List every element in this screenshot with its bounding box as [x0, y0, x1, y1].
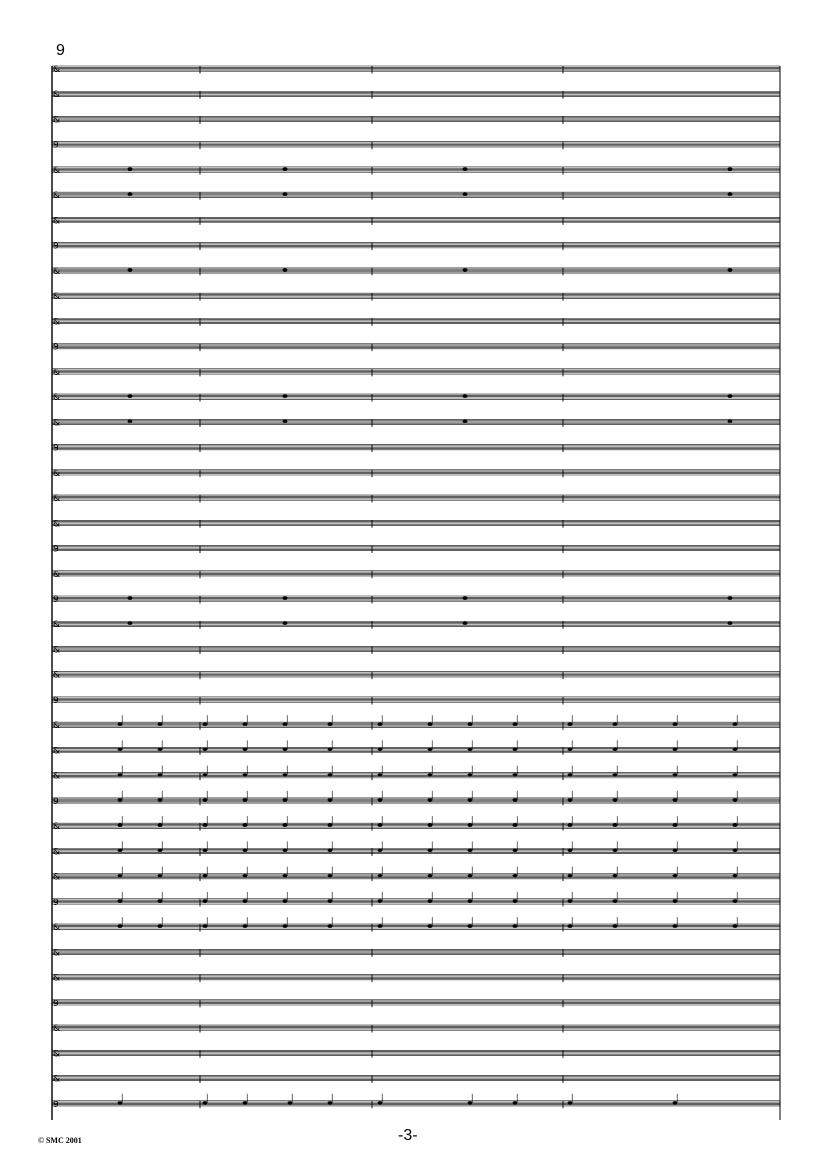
- treble-clef-icon: &: [53, 822, 61, 833]
- note-head: [283, 849, 288, 852]
- note-head: [568, 824, 573, 827]
- note-head: [128, 622, 133, 625]
- page-footer-number: -3-: [398, 1127, 418, 1144]
- note-head: [673, 849, 678, 852]
- note-head: [118, 899, 123, 902]
- note-head: [203, 798, 208, 801]
- note-head: [568, 849, 573, 852]
- note-head: [428, 874, 433, 877]
- note-head: [378, 723, 383, 726]
- treble-clef-icon: &: [53, 191, 61, 202]
- treble-clef-icon: &: [53, 1049, 61, 1060]
- note-head: [728, 268, 733, 271]
- note-head: [243, 798, 248, 801]
- note-head: [243, 899, 248, 902]
- note-head: [463, 394, 468, 397]
- treble-clef-icon: &: [53, 468, 61, 479]
- treble-clef-icon: &: [53, 90, 61, 101]
- note-head: [728, 193, 733, 196]
- note-head: [203, 773, 208, 776]
- bass-clef-icon: 9: [53, 796, 59, 807]
- treble-clef-icon: &: [53, 367, 61, 378]
- note-head: [428, 798, 433, 801]
- note-head: [468, 798, 473, 801]
- note-head: [288, 1101, 293, 1104]
- note-head: [463, 596, 468, 599]
- note-head: [203, 748, 208, 751]
- note-head: [378, 899, 383, 902]
- treble-clef-icon: &: [53, 973, 61, 984]
- treble-clef-icon: &: [53, 165, 61, 176]
- note-head: [158, 723, 163, 726]
- note-head: [428, 773, 433, 776]
- note-head: [158, 849, 163, 852]
- note-head: [328, 924, 333, 927]
- note-head: [158, 798, 163, 801]
- note-head: [328, 874, 333, 877]
- note-head: [428, 723, 433, 726]
- note-head: [728, 596, 733, 599]
- note-head: [203, 924, 208, 927]
- note-head: [243, 773, 248, 776]
- note-head: [128, 394, 133, 397]
- note-head: [463, 622, 468, 625]
- note-head: [283, 268, 288, 271]
- note-head: [568, 723, 573, 726]
- note-head: [613, 824, 618, 827]
- note-head: [513, 748, 518, 751]
- note-head: [158, 874, 163, 877]
- note-head: [568, 874, 573, 877]
- note-head: [568, 924, 573, 927]
- note-head: [158, 899, 163, 902]
- note-head: [328, 899, 333, 902]
- note-head: [283, 193, 288, 196]
- note-head: [328, 849, 333, 852]
- note-head: [428, 899, 433, 902]
- note-head: [283, 773, 288, 776]
- note-head: [568, 798, 573, 801]
- page-number: 9: [56, 42, 65, 59]
- note-head: [328, 723, 333, 726]
- note-head: [243, 824, 248, 827]
- note-head: [463, 420, 468, 423]
- bass-clef-icon: 9: [53, 897, 59, 908]
- note-head: [468, 924, 473, 927]
- note-head: [468, 874, 473, 877]
- note-head: [468, 773, 473, 776]
- treble-clef-icon: &: [53, 569, 61, 580]
- note-head: [463, 167, 468, 170]
- note-head: [243, 723, 248, 726]
- note-head: [243, 1101, 248, 1104]
- note-head: [673, 1101, 678, 1104]
- note-head: [378, 798, 383, 801]
- note-head: [283, 899, 288, 902]
- note-head: [428, 849, 433, 852]
- note-head: [468, 748, 473, 751]
- note-head: [513, 798, 518, 801]
- bass-clef-icon: 9: [53, 241, 59, 252]
- note-head: [128, 193, 133, 196]
- treble-clef-icon: &: [53, 670, 61, 681]
- note-head: [283, 924, 288, 927]
- note-head: [118, 798, 123, 801]
- treble-clef-icon: &: [53, 418, 61, 429]
- note-head: [158, 748, 163, 751]
- note-head: [283, 420, 288, 423]
- note-head: [463, 268, 468, 271]
- note-head: [613, 748, 618, 751]
- note-head: [328, 1101, 333, 1104]
- note-head: [243, 924, 248, 927]
- treble-clef-icon: &: [53, 1024, 61, 1035]
- note-head: [378, 748, 383, 751]
- note-head: [513, 924, 518, 927]
- note-head: [203, 1101, 208, 1104]
- note-head: [613, 723, 618, 726]
- note-head: [128, 420, 133, 423]
- note-head: [513, 824, 518, 827]
- treble-clef-icon: &: [53, 266, 61, 277]
- note-head: [513, 723, 518, 726]
- treble-clef-icon: &: [53, 721, 61, 732]
- treble-clef-icon: &: [53, 620, 61, 631]
- note-head: [428, 924, 433, 927]
- note-head: [328, 748, 333, 751]
- note-head: [613, 874, 618, 877]
- treble-clef-icon: &: [53, 948, 61, 959]
- bass-clef-icon: 9: [53, 695, 59, 706]
- note-head: [203, 849, 208, 852]
- note-head: [673, 924, 678, 927]
- note-head: [243, 748, 248, 751]
- note-head: [673, 824, 678, 827]
- note-head: [328, 773, 333, 776]
- staff-group: [52, 65, 780, 1110]
- note-head: [733, 748, 738, 751]
- treble-clef-icon: &: [53, 494, 61, 505]
- note-head: [128, 268, 133, 271]
- note-head: [568, 748, 573, 751]
- note-head: [283, 824, 288, 827]
- note-head: [568, 773, 573, 776]
- note-head: [378, 849, 383, 852]
- note-head: [673, 874, 678, 877]
- note-head: [468, 849, 473, 852]
- bass-clef-icon: 9: [53, 1099, 59, 1110]
- note-head: [613, 773, 618, 776]
- note-head: [468, 723, 473, 726]
- note-head: [243, 849, 248, 852]
- note-head: [613, 849, 618, 852]
- note-head: [378, 1101, 383, 1104]
- note-head: [673, 798, 678, 801]
- bass-clef-icon: 9: [53, 443, 59, 454]
- bass-clef-icon: 9: [53, 140, 59, 151]
- note-head: [733, 849, 738, 852]
- treble-clef-icon: &: [53, 292, 61, 303]
- note-head: [513, 773, 518, 776]
- bass-clef-icon: 9: [53, 595, 59, 605]
- note-head: [328, 824, 333, 827]
- note-head: [673, 773, 678, 776]
- note-head: [158, 924, 163, 927]
- note-head: [613, 798, 618, 801]
- note-head: [118, 1101, 123, 1104]
- bass-clef-icon: 9: [53, 544, 59, 555]
- note-head: [513, 849, 518, 852]
- note-head: [203, 874, 208, 877]
- note-head: [468, 899, 473, 902]
- note-head: [613, 924, 618, 927]
- note-head: [733, 773, 738, 776]
- note-head: [158, 824, 163, 827]
- note-head: [283, 394, 288, 397]
- note-head: [118, 748, 123, 751]
- note-head: [118, 924, 123, 927]
- note-head: [283, 596, 288, 599]
- note-head: [203, 723, 208, 726]
- note-head: [283, 167, 288, 170]
- treble-clef-icon: &: [53, 746, 61, 757]
- note-head: [118, 824, 123, 827]
- note-head: [728, 420, 733, 423]
- bass-clef-icon: 9: [53, 998, 59, 1009]
- treble-clef-icon: &: [53, 115, 61, 126]
- treble-clef-icon: &: [53, 645, 61, 656]
- note-head: [568, 1101, 573, 1104]
- treble-clef-icon: &: [53, 1074, 61, 1085]
- treble-clef-icon: &: [53, 771, 61, 782]
- copyright-notice: © SMC 2001: [38, 1136, 82, 1145]
- note-head: [673, 723, 678, 726]
- note-head: [728, 394, 733, 397]
- note-head: [568, 899, 573, 902]
- note-head: [378, 773, 383, 776]
- note-head: [118, 874, 123, 877]
- note-group: [118, 167, 738, 1104]
- barline-group: [52, 66, 780, 1120]
- note-head: [513, 899, 518, 902]
- note-head: [283, 874, 288, 877]
- note-head: [728, 167, 733, 170]
- note-head: [673, 899, 678, 902]
- treble-clef-icon: &: [53, 65, 61, 75]
- note-head: [283, 748, 288, 751]
- note-head: [118, 723, 123, 726]
- note-head: [203, 899, 208, 902]
- note-head: [733, 798, 738, 801]
- note-head: [733, 874, 738, 877]
- bass-clef-icon: 9: [53, 342, 59, 353]
- note-head: [733, 899, 738, 902]
- note-head: [733, 824, 738, 827]
- treble-clef-icon: &: [53, 872, 61, 883]
- note-head: [728, 622, 733, 625]
- note-head: [118, 773, 123, 776]
- note-head: [468, 824, 473, 827]
- note-head: [128, 596, 133, 599]
- note-head: [733, 723, 738, 726]
- note-head: [428, 824, 433, 827]
- note-head: [283, 798, 288, 801]
- note-head: [428, 748, 433, 751]
- note-head: [158, 773, 163, 776]
- note-head: [378, 874, 383, 877]
- treble-clef-icon: &: [53, 847, 61, 858]
- note-head: [378, 924, 383, 927]
- note-head: [328, 798, 333, 801]
- note-head: [283, 622, 288, 625]
- treble-clef-icon: &: [53, 923, 61, 934]
- treble-clef-icon: &: [53, 519, 61, 530]
- note-head: [283, 723, 288, 726]
- treble-clef-icon: &: [53, 317, 61, 328]
- note-head: [128, 167, 133, 170]
- note-head: [673, 748, 678, 751]
- treble-clef-icon: &: [53, 393, 61, 404]
- note-head: [468, 1101, 473, 1104]
- note-head: [378, 824, 383, 827]
- treble-clef-icon: &: [53, 216, 61, 227]
- note-head: [733, 924, 738, 927]
- note-head: [513, 1101, 518, 1104]
- note-head: [203, 824, 208, 827]
- note-head: [118, 849, 123, 852]
- note-head: [243, 874, 248, 877]
- note-head: [613, 899, 618, 902]
- note-head: [513, 874, 518, 877]
- note-head: [463, 193, 468, 196]
